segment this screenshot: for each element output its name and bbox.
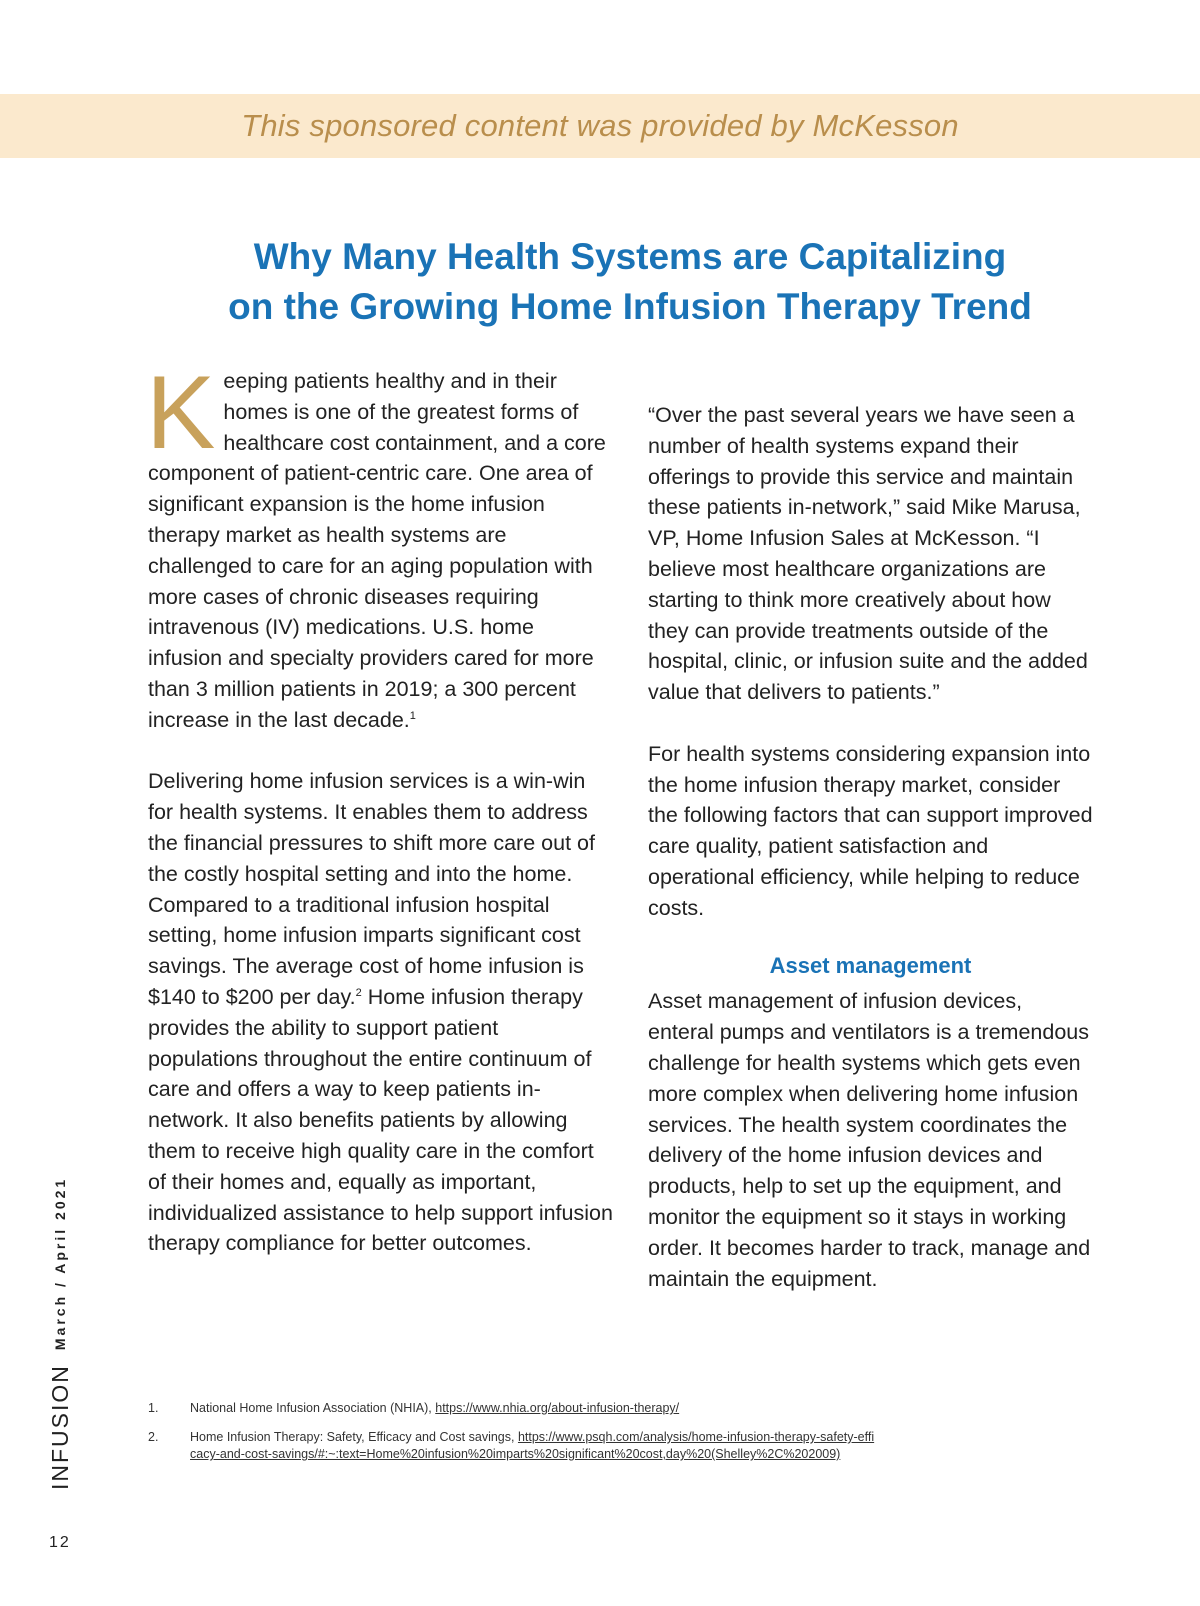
footnote-number: 2. [148,1430,159,1444]
title-line-2: on the Growing Home Infusion Therapy Trend [228,286,1032,327]
footnote-2 [148,1429,878,1463]
intro-paragraph [146,355,613,736]
asset-management-paragraph: Asset management of infusion devices, enteral pumps and ventilators is a tremendous challenge for health systems which gets even more complex when delivering home infusion services. The health system coordinates the delivery of the home infusion devices and products, help to set up the equipment, and monitor the equipment so it stays in working order. It becomes harder to track, manage and maintain the equipment. [648,989,1091,1291]
benefits-text-a: Delivering home infusion services is a win-win for health systems. It enables them to address the financial pressures to shift more care out of the costly hospital setting and into the home. Compared to a traditional infusion hospital setting, home infusion imparts significant cost savings. The average cost of home infusion is $140 to $200 per day. [148,769,595,1009]
factors-paragraph: For health systems considering expansion into the home infusion therapy market, consider the following factors that can support improved care quality, patient satisfaction and operational efficiency, while helping to reduce costs. [648,741,1093,920]
issue-date: March / April 2021 [52,1176,68,1351]
benefits-paragraph [148,766,613,1259]
magazine-brand: INFUSION [46,1364,73,1490]
footnote-body [190,1429,878,1463]
sponsor-banner [0,94,1200,158]
footnote-text: Home Infusion Therapy: Safety, Efficacy and Cost savings, [190,1430,518,1444]
footnotes [148,1400,878,1475]
sidebar-label [40,1170,80,1490]
footnote-1 [148,1400,878,1417]
intro-text: eeping patients healthy and in their homes is one of the greatest forms of healthcare cost containment, and a core component of patient-centric care. One area of significant expansion is the home infusion therapy market as health systems are challenged to care for an aging population with more cases of chronic diseases requiring intravenous (IV) medications. U.S. home infusion and specialty providers cared for more than 3 million patients in 2019; a 300 percent increase in the last decade. [148,369,606,732]
asset-management-heading: Asset management [769,953,972,979]
title-line-1: Why Many Health Systems are Capitalizing [253,236,1007,277]
footnote-body [190,1400,679,1417]
footnote-ref-2: 2 [355,986,362,999]
left-column [146,355,613,1290]
footnote-link[interactable]: https://www.nhia.org/about-infusion-therapy/ [435,1401,680,1415]
drop-cap: K [146,355,216,471]
sponsor-text: This sponsored content was provided by McKesson [241,108,959,143]
footnote-number: 1. [148,1401,159,1415]
article-title [150,232,1110,332]
footnote-ref-1: 1 [409,709,416,722]
benefits-text-b: Home infusion therapy provides the ability to support patient populations throughout the entire continuum of care and offers a way to keep patients in-network. It also benefits patients by allowing them to receive high quality care in the comfort of their homes and, equally as important, individualized assistance to help support infusion therapy compliance for better outcomes. [148,984,613,1256]
page-number: 12 [49,1534,71,1551]
quote-paragraph: “Over the past several years we have seen a number of health systems expand their offerings to provide this service and maintain these patients in-network,” said Mike Marusa, VP, Home Infusion Sales at McKesson. “I believe most healthcare organizations are starting to think more creatively about how they can provide treatments outside of the hospital, clinic, or infusion suite and the added value that delivers to patients.” [648,403,1088,705]
footnote-text: National Home Infusion Association (NHIA), [190,1401,436,1415]
footnote-link[interactable]: https://www.psqh.com/analysis/home-infusion-therapy-safety-efficacy-and-cost-savings/#:~:text=Home%20infusion%20imparts%20significant%20cost,day%20(Shelley%2C%202009) [190,1430,875,1461]
right-column [648,400,1093,1325]
